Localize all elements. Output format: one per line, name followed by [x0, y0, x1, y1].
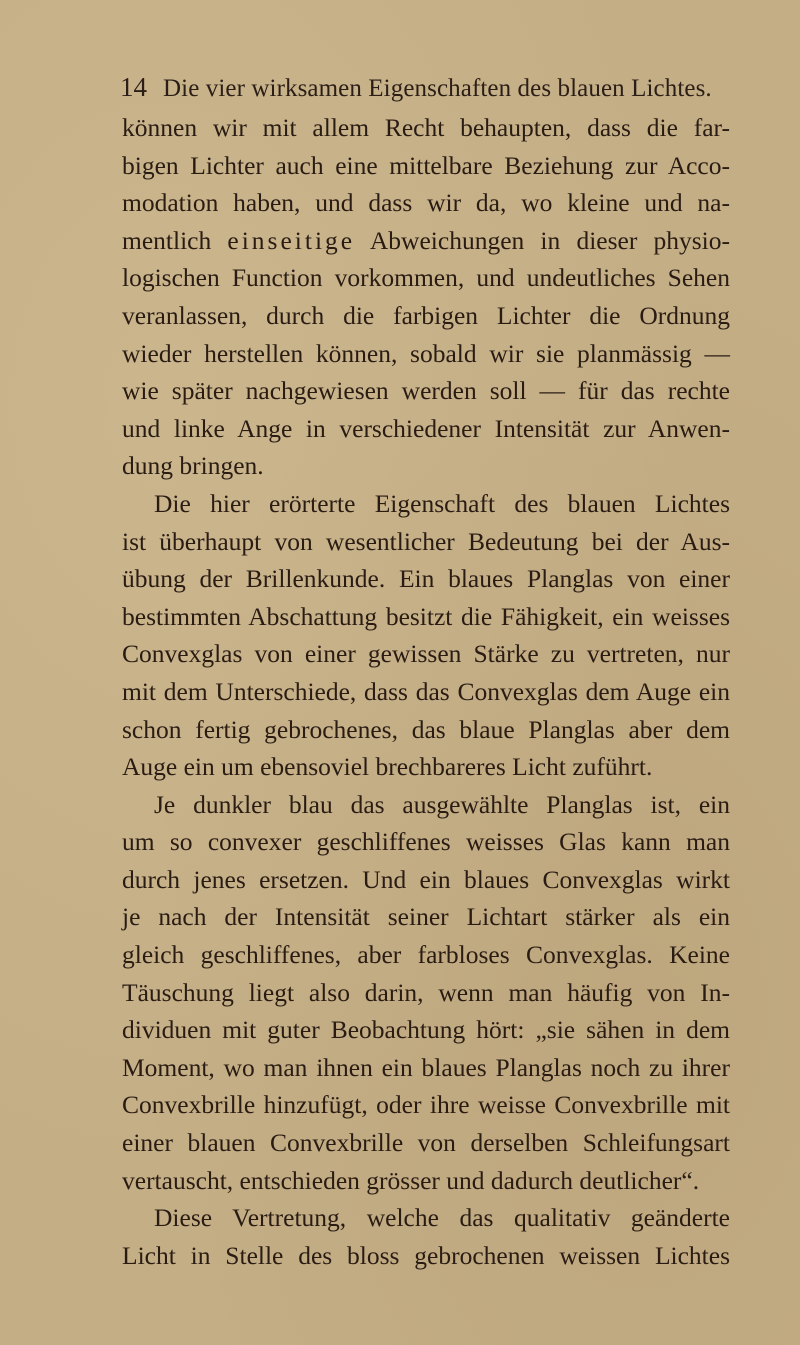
running-head [120, 72, 732, 104]
text-line: schon fertig gebrochenes, das blaue Planglas aber dem [122, 714, 730, 744]
text-line: je nach der Intensität seiner Lichtart stärker als ein [122, 902, 730, 932]
text-line: bigen Lichter auch eine mittelbare Beziehung zur Acco- [122, 150, 730, 180]
emphasized-word: einseitige [227, 225, 356, 255]
text-line: Licht in Stelle des bloss gebrochenen weissen Lichtes [122, 1240, 730, 1270]
text-line: wieder herstellen können, sobald wir sie planmässig — [122, 338, 730, 368]
text-line: und linke Ange in verschiedener Intensität zur Anwen- [122, 413, 730, 443]
paragraph-end-line: dung bringen. [122, 451, 264, 481]
paragraph-end-line: vertauscht, entschieden grösser und dadurch deutlicher“. [122, 1165, 700, 1195]
paragraph-end-line: Auge ein um ebensoviel brechbareres Licht zuführt. [122, 752, 653, 782]
text-line: einer blauen Convexbrille von derselben Schleifungsart [122, 1128, 730, 1158]
paragraph-start-line: Diese Vertretung, welche das qualitativ geänderte [154, 1203, 730, 1233]
text-line: Convexglas von einer gewissen Stärke zu vertreten, nur [122, 639, 730, 669]
text-line: können wir mit allem Recht behaupten, dass die far- [122, 113, 730, 142]
page-number: 14 [120, 72, 147, 102]
text-line: bestimmten Abschattung besitzt die Fähigkeit, ein weisses [122, 601, 730, 631]
text-line: dividuen mit guter Beobachtung hört: „sie sähen in dem [122, 1015, 730, 1045]
running-head-title: Die vier wirksamen Eigenschaften des blauen Lichtes. [163, 75, 712, 102]
text-line: gleich geschliffenes, aber farbloses Convexglas. Keine [122, 940, 730, 970]
text-line: logischen Function vorkommen, und undeutliches Sehen [122, 263, 730, 293]
text-line: veranlassen, durch die farbigen Lichter die Ordnung [122, 300, 730, 330]
text-line [122, 222, 730, 260]
text-line: Täuschung liegt also darin, wenn man häufig von In- [122, 977, 730, 1007]
paragraph-start-line: Je dunkler blau das ausgewählte Planglas ist, ein [154, 789, 730, 819]
text-line: durch jenes ersetzen. Und ein blaues Convexglas wirkt [122, 864, 730, 894]
text-line: Moment, wo man ihnen ein blaues Planglas noch zu ihrer [122, 1052, 730, 1082]
text-fragment: mentlich [122, 225, 228, 255]
paragraph-start-line: Die hier erörterte Eigenschaft des blauen Lichtes [154, 488, 730, 518]
text-line: übung der Brillenkunde. Ein blaues Planglas von einer [122, 564, 730, 594]
text-line: Convexbrille hinzufügt, oder ihre weisse Convexbrille mit [122, 1090, 730, 1120]
text-line: modation haben, und dass wir da, wo kleine und na- [122, 188, 730, 218]
text-line: um so convexer geschliffenes weisses Glas kann man [122, 827, 730, 857]
text-line: ist überhaupt von wesentlicher Bedeutung bei der Aus- [122, 526, 730, 556]
text-fragment: Abweichungen in dieser physio- [355, 225, 730, 255]
body-text [122, 109, 730, 1274]
text-line: wie später nachgewiesen werden soll — für das rechte [122, 376, 730, 406]
text-line: mit dem Unterschiede, dass das Convexglas dem Auge ein [122, 676, 730, 706]
